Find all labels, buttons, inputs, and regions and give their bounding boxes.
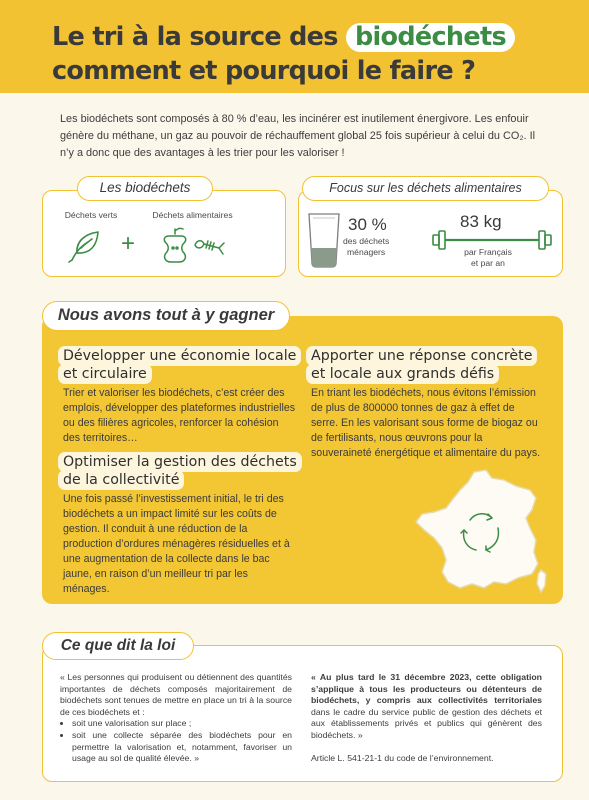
loi-right-rest: dans le cadre du service public de gestion des déchets et aux établissements privés et publics qui génèrent des biodéchets. »	[311, 706, 542, 740]
section-defis-text: En triant les biodéchets, nous évitons l’émission de plus de 800000 tonnes de gaz à effet de serre. En les valorisant sous forme de biogaz ou de fertilisants, nous œuvrons pour la souveraineté énergétique et alimentaire du pays.	[311, 387, 541, 459]
loi-right-bold: « Au plus tard le 31 décembre 2023, cette obligation s’applique à tous les producteurs ou détenteurs de biodéchets, y compris aux collectivités territoriales	[311, 672, 542, 706]
fish-bone-icon	[192, 234, 226, 260]
loi-left-column	[60, 672, 292, 765]
focus-title: Focus sur les déchets alimentaires	[302, 176, 549, 201]
title-line1: Le tri à la source des	[52, 22, 346, 52]
label-dechets-alimentaires: Déchets alimentaires	[152, 210, 233, 220]
plus-sign: +	[121, 230, 136, 257]
loi-right-column	[311, 672, 542, 764]
focus-kg-label1: par Français	[464, 247, 512, 257]
section-gestion-title1: Optimiser la gestion des déchets	[58, 452, 302, 472]
loi-bullet-2: • soit une collecte séparée des biodéchets pour en permettre la valorisation et, notamment, favoriser un usage au sol de qualité élevée. »	[72, 730, 292, 765]
gagner-title: Nous avons tout à y gagner	[42, 301, 290, 331]
label-dechets-verts: Déchets verts	[64, 210, 118, 220]
section-economie-title2: et circulaire	[58, 364, 152, 384]
focus-percent: 30 %	[348, 215, 387, 234]
page-title	[52, 20, 515, 88]
loi-title: Ce que dit la loi	[42, 632, 194, 660]
loi-left-intro: « Les personnes qui produisent ou détiennent des quantités importantes de déchets composés majoritairement de biodéchets sont tenues de mettre en place un tri à la source de ces biodéchets et :	[60, 672, 292, 717]
biodechets-title: Les biodéchets	[77, 176, 213, 201]
section-economie-title1: Développer une économie locale	[58, 346, 301, 366]
loi-bullets	[60, 718, 292, 764]
focus-percent-label1: des déchets	[343, 236, 390, 246]
loi-article: Article L. 541-21-1 du code de l’environnement.	[311, 752, 494, 763]
focus-kg-label2: et par an	[471, 258, 505, 268]
leaf-icon	[66, 228, 104, 264]
section-gestion-text: Une fois passé l’investissement initial, le tri des biodéchets a un impact limité sur les coûts de gestion. Il conduit à une réduction de la production d’ordures ménagères résiduelles et à une augmentation de la collecte dans le bac jaune, en raison d’un meilleur tri par les ménages.	[63, 493, 290, 595]
focus-kg: 83 kg	[460, 212, 502, 231]
section-defis-title2: et locale aux grands défis	[306, 364, 499, 384]
title-line2: comment et pourquoi le faire ?	[52, 56, 476, 86]
intro-paragraph: Les biodéchets sont composés à 80 % d’eau, les incinérer est inutilement énergivore. Les enfouir génère du méthane, un gaz au pouvoir de réchauffement global 25 fois supérieur à celui du CO₂. Il n’y a donc que des avantages à les trier pour les valoriser !	[60, 113, 536, 159]
france-map-icon	[412, 468, 552, 598]
title-highlight: biodéchets	[346, 23, 515, 52]
section-gestion-title2: de la collectivité	[58, 470, 184, 490]
trash-bin-icon	[307, 211, 341, 269]
focus-percent-label2: ménagers	[347, 247, 386, 257]
section-economie-text: Trier et valoriser les biodéchets, c’est créer des emplois, développer des plateformes industrielles ou des filières agricoles, renforcer la cohésion des territoires…	[63, 387, 296, 444]
loi-bullet-1: • soit une valorisation sur place ;	[72, 718, 292, 730]
apple-core-icon	[160, 226, 190, 266]
section-defis-title1: Apporter une réponse concrète	[306, 346, 537, 366]
